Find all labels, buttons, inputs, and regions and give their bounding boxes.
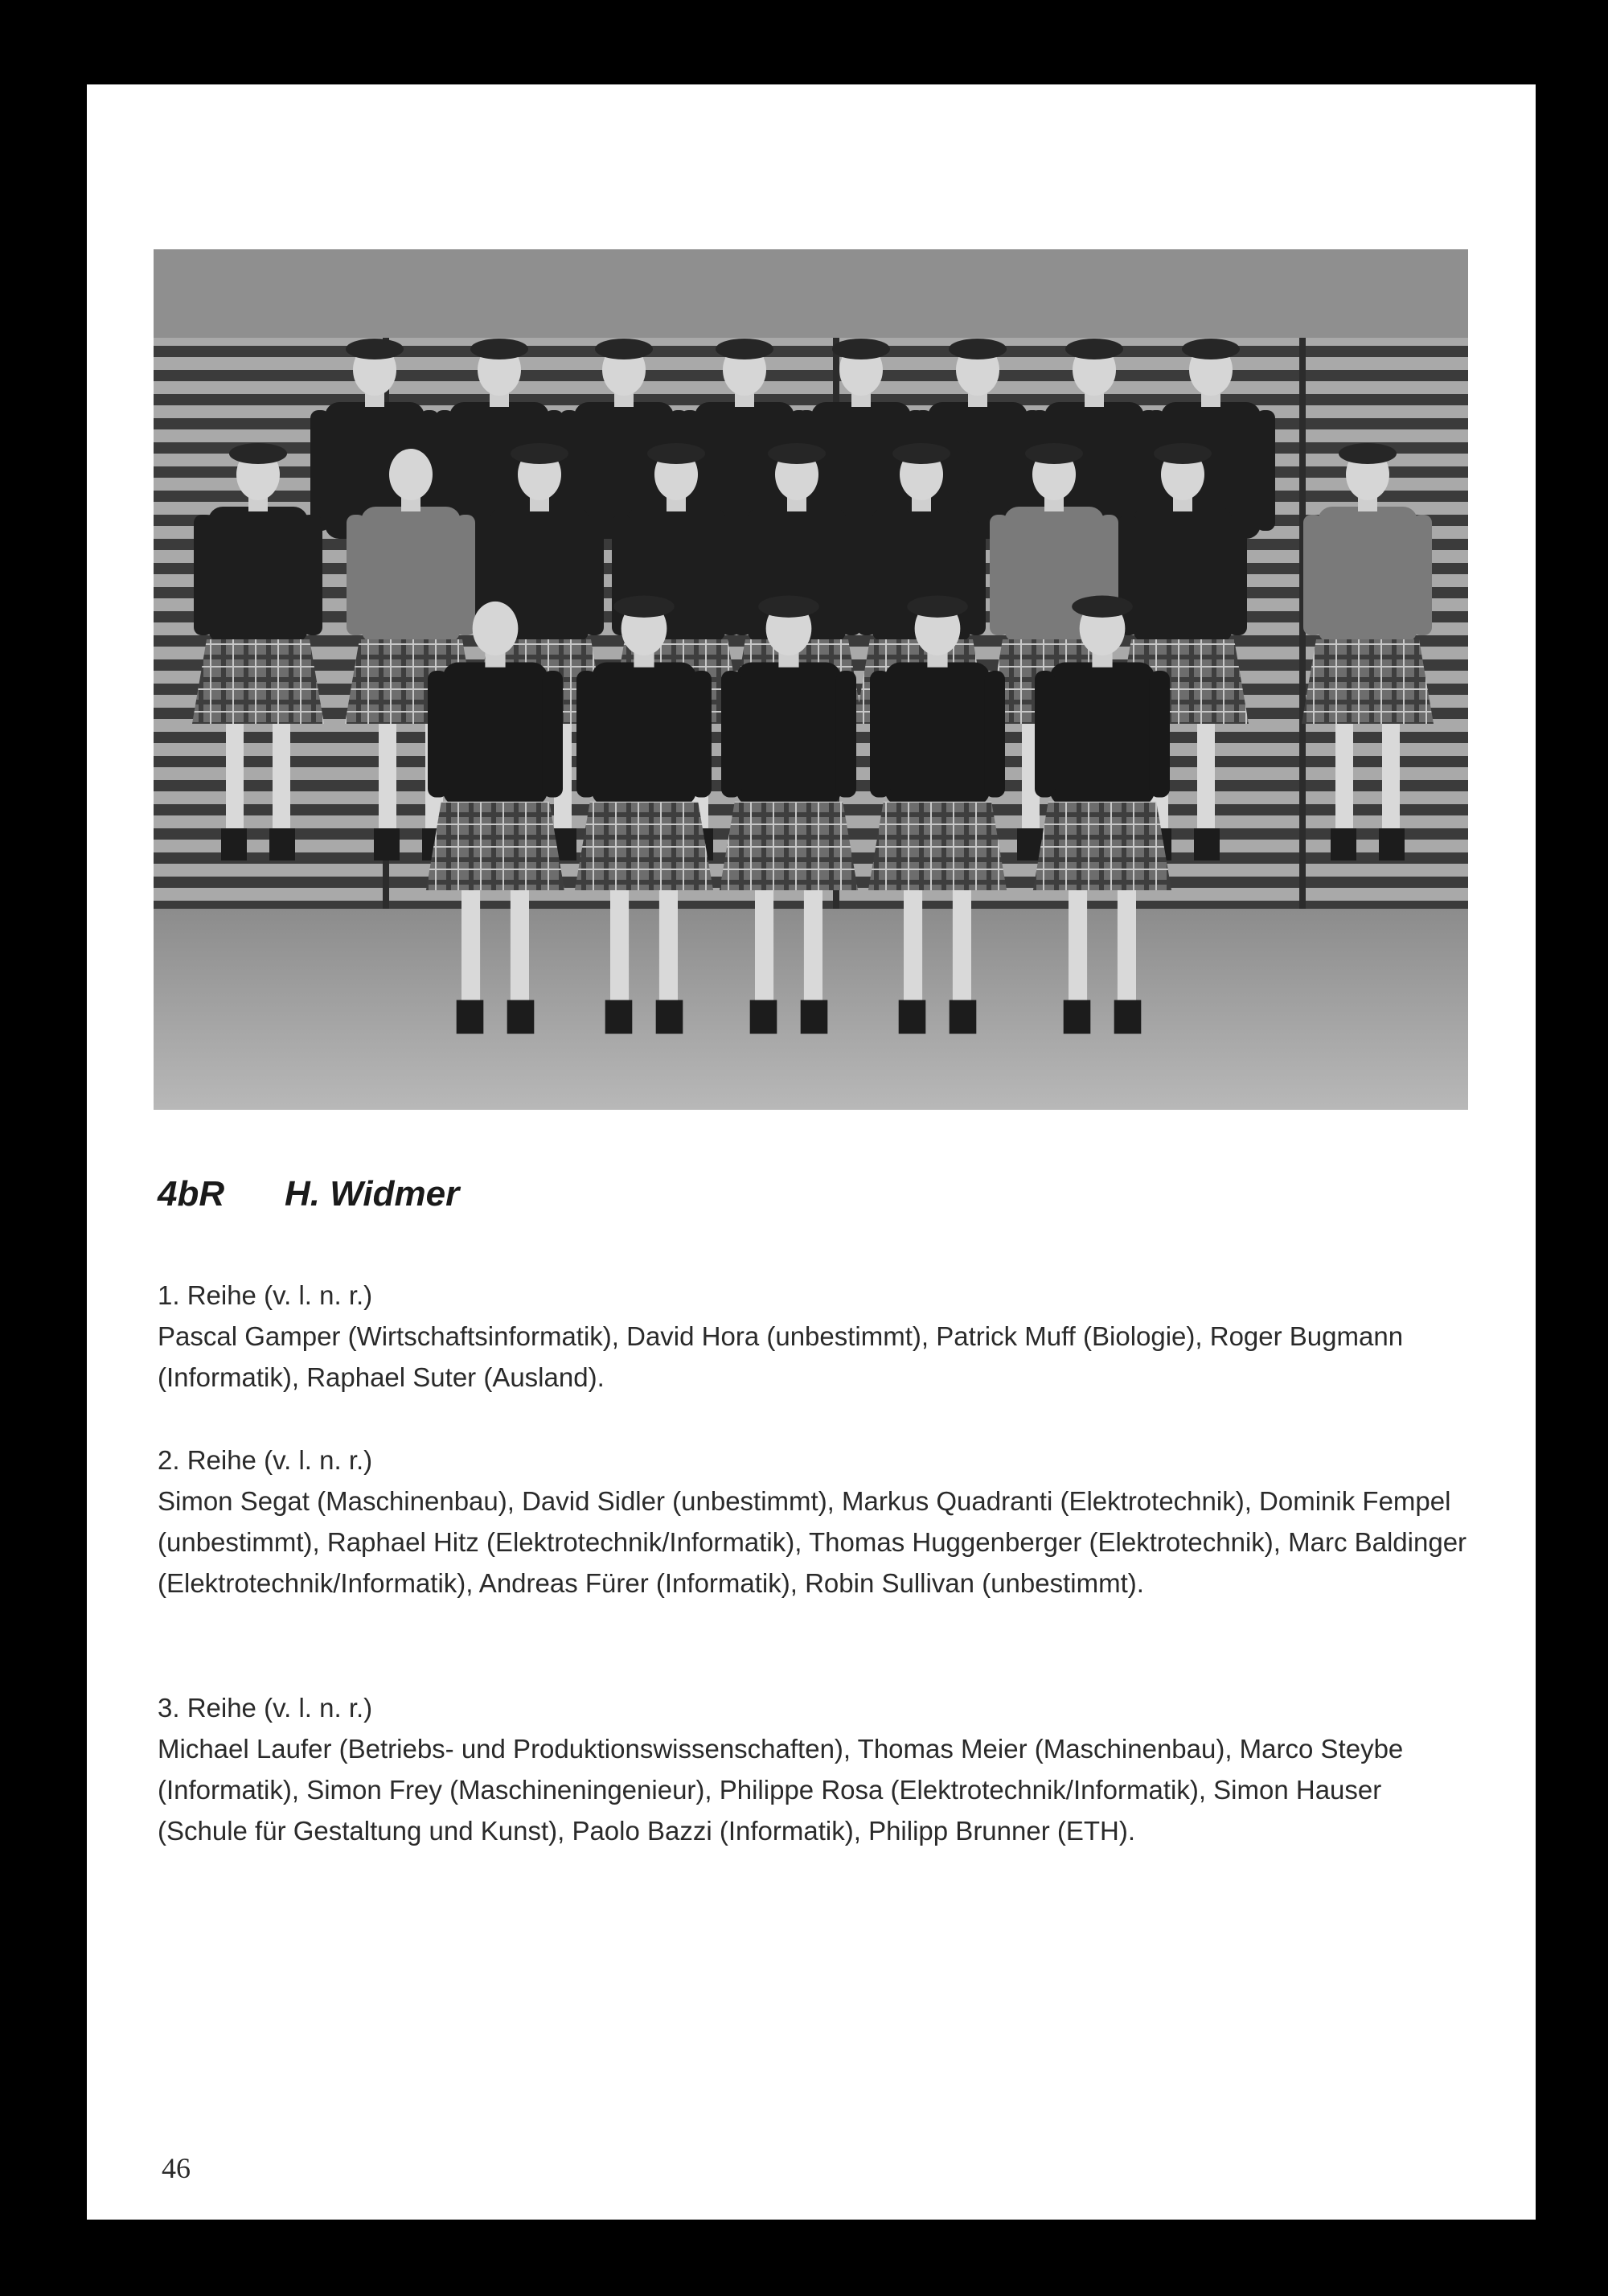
teacher-name: H. Widmer (285, 1174, 460, 1214)
page-number: 46 (162, 2152, 191, 2184)
row-3-names: Michael Laufer (Betriebs- und Produktionswissenschaften), Thomas Meier (Maschinenbau), Marco Steybe (Informatik), Simon Frey (Maschineningenieur), Philippe Rosa (Elektrotechnik/Informatik), Simon Hauser (Schule für Gestaltung und Kunst), Paolo Bazzi (Informatik), Philipp Brunner (ETH). (158, 1734, 1404, 1846)
row-2-caption (158, 1440, 1476, 1604)
class-heading (158, 1174, 459, 1214)
row-2-names: Simon Segat (Maschinenbau), David Sidler (unbestimmt), Markus Quadranti (Elektrotechnik), Dominik Fempel (unbestimmt), Raphael Hitz (Elektrotechnik/Informatik), Thomas Huggenberger (Elektrotechnik), Marc Baldinger (Elektrotechnik/Informatik), Andreas Fürer (Informatik), Robin Sullivan (unbestimmt). (158, 1486, 1467, 1598)
row-1-names: Pascal Gamper (Wirtschaftsinformatik), David Hora (unbestimmt), Patrick Muff (Biologie), Roger Bugmann (Informatik), Raphael Suter (Ausland). (158, 1321, 1404, 1392)
row-3-caption (158, 1687, 1476, 1851)
row-1-title: 1. Reihe (v. l. n. r.) (158, 1280, 373, 1310)
class-code: 4bR (158, 1174, 225, 1214)
group-photo (154, 249, 1468, 1110)
row-2-title: 2. Reihe (v. l. n. r.) (158, 1445, 373, 1475)
group-photo-icon (154, 249, 1468, 1110)
row-1-caption (158, 1275, 1476, 1398)
document-page (87, 84, 1536, 2220)
row-3-title: 3. Reihe (v. l. n. r.) (158, 1693, 373, 1723)
